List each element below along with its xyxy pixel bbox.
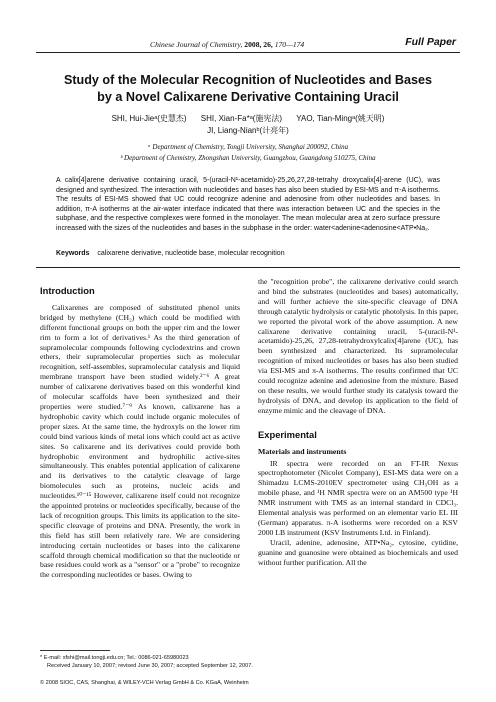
affiliation-a: ᵃ Department of Chemistry, Tongji University, Shanghai 200092, China bbox=[147, 143, 349, 151]
footnote-rule bbox=[40, 650, 110, 651]
journal-year-volume: 2008, 26, bbox=[244, 40, 273, 49]
author-3: YAO, Tian-Mingᵃ(姚天明) bbox=[296, 114, 385, 123]
keywords-text: calixarene derivative, nucleotide base, molecular recognition bbox=[97, 250, 285, 257]
materials-subheading: Materials and instruments bbox=[258, 446, 347, 456]
title-line-1: Study of the Molecular Recognition of Nucleotides and Bases bbox=[63, 73, 433, 87]
journal-citation bbox=[150, 40, 370, 49]
footnote bbox=[40, 654, 456, 670]
journal-name: Chinese Journal of Chemistry, bbox=[150, 40, 243, 49]
abstract: A calix[4]arene derivative containing uracil, 5-(uracil-N¹-acetamido)-25,26,27,28-tetrahy droxycalix[4]-arene (UC), was designed and synthesized. The interaction with nucleotides and bases has also been studied by ESI-MS and π-A isotherms. The results of ESI-MS showed that UC could recognize adenine and adenosine from other nucleotides and bases. In addition, π-A isotherms at the air-water interface indicated that there was interaction between UC and the species in the subphase, and the respective complexes were formed in the monolayer. The mean molecular area at zero surface pressure increased with the sizes of the nucleotides and bases in the subphase in the order: water<adenine<adenosine<ATP•Na₂. bbox=[56, 177, 440, 232]
experimental-paragraph-1: IR spectra were recorded on an FT-IR Nexus spectrophotometer (Nicolet Company), ESI-MS data were on a Shimadzu LCMS-2010EV spectrometer using CH₃OH as a mobile phase, and ¹H NMR spectra were on an AM500 type ¹H NMR instrument with TMS as an internal standard in CDCl₃. Elemental analysis was performed on an elementar vario EL III (German) apparatus. π-A isotherms were recorded on a KSV 2000 LB instrument (KSV Instruments Ltd. in Finland). bbox=[258, 458, 458, 537]
intro-heading: Introduction bbox=[40, 285, 95, 296]
footnote-email: * E-mail: xfshi@mail.tongji.edu.cn; Tel.: 0086-021-65980023 bbox=[40, 655, 189, 661]
keywords-label: Keywords bbox=[56, 250, 90, 257]
keywords bbox=[56, 250, 440, 257]
author-list bbox=[40, 113, 456, 137]
footnote-received: Received January 10, 2007; revised June 30, 2007; accepted September 12, 2007. bbox=[47, 663, 253, 669]
author-1: SHI, Hui-Jieᵃ(史慧杰) bbox=[111, 114, 187, 123]
left-column bbox=[40, 286, 240, 580]
section-label: Full Paper bbox=[405, 36, 456, 48]
affiliation-b: ᵇ Department of Chemistry, Zhongshan University, Guangzhou, Guangdong 510275, China bbox=[120, 154, 376, 162]
header-rule bbox=[36, 52, 460, 53]
experimental-paragraph-2: Uracil, adenine, adenosine, ATP•Na₂, cytosine, cytidine, guanine and guanosine were obtained as biochemicals and used without further purification. All the bbox=[258, 537, 458, 567]
author-2: SHI, Xian-Fa*ᵃ(施宪法) bbox=[200, 114, 282, 123]
abstract-rule bbox=[36, 267, 460, 268]
experimental-heading: Experimental bbox=[258, 428, 317, 440]
right-column bbox=[258, 277, 458, 567]
journal-pages: 170—174 bbox=[274, 40, 305, 49]
article-title bbox=[40, 72, 456, 106]
copyright: © 2008 SIOC, CAS, Shanghai, & WILEY-VCH Verlag GmbH & Co. KGaA, Weinheim bbox=[40, 680, 249, 686]
author-4: JI, Liang-Nianᵇ(计亮年) bbox=[207, 126, 289, 135]
title-line-2: by a Novel Calixarene Derivative Containing Uracil bbox=[97, 90, 399, 104]
intro-paragraph-1: Calixarenes are composed of substituted phenol units bridged by methylene (CH₂) which could be modified with different functional groups on both the upper rim and the lower rim to form a lot of derivatives.¹ As the third generation of supramolecular compounds following cyclodextrins and crown ethers, their supramolecular properties such as molecular recognition, self-assembles, supramolecular catalysis and liquid membrane transport have been studied widely.²⁻⁶ A great number of calixarene derivatives based on this wonderful kind of molecular scaffolds have been synthesized and their properties were studied.⁷⁻⁹ As known, calixarene has a hydrophobic cavity which could include organic molecules of proper sizes. At the same time, the hydroxyls on the lower rim could bind various kinds of metal ions which could act as active sites. So calixarene and its derivatives could provide both hydrophobic environment and hydrophilic active-sites simultaneously. This enables potential application of calixarene and its derivatives to the catalytic cleavage of large biomolecules such as proteins, nucleic acids and nucleotides.¹⁰⁻¹⁵ However, calixarene itself could not recognize the appointed proteins or nucleotides specifically, because of the lack of recognition groups. This limits its application to the site-specific cleavage of proteins and DNA. Presently, the work in this field has still been relatively rare. We are considering introducing certain nucleotides or bases into the calixarene scaffold through chemical modification so that the nucleotide or base residues could work as a "sensor" or a "probe" to recognize the corresponding nucleotides or bases. Owing to bbox=[40, 302, 240, 580]
intro-paragraph-2: the "recognition probe", the calixarene derivative could search and bind the substrates (nucleotides and bases) automatically, and will further achieve the site-specific cleavage of DNA through catalytic hydrolysis or catalytic photolysis. In this paper, we reported the pivotal work of the above assumption. A new calixarene derivative containing uracil, 5-(uracil-N¹-acetamido)-25,26, 27,28-tetrahydroxylcalix[4]arene (UC), has been synthesized and characterized. Its supramolecular recognition of mixed nucleotides or bases has also been studied via ESI-MS and π-A isotherms. The results confirmed that UC could recognize adenine and adenosine from the mixture. Based on these results, we would further study its catalysis toward the hydrolysis of DNA, and develop its application to the field of enzyme mimic and the cleavage of DNA. bbox=[258, 277, 458, 415]
